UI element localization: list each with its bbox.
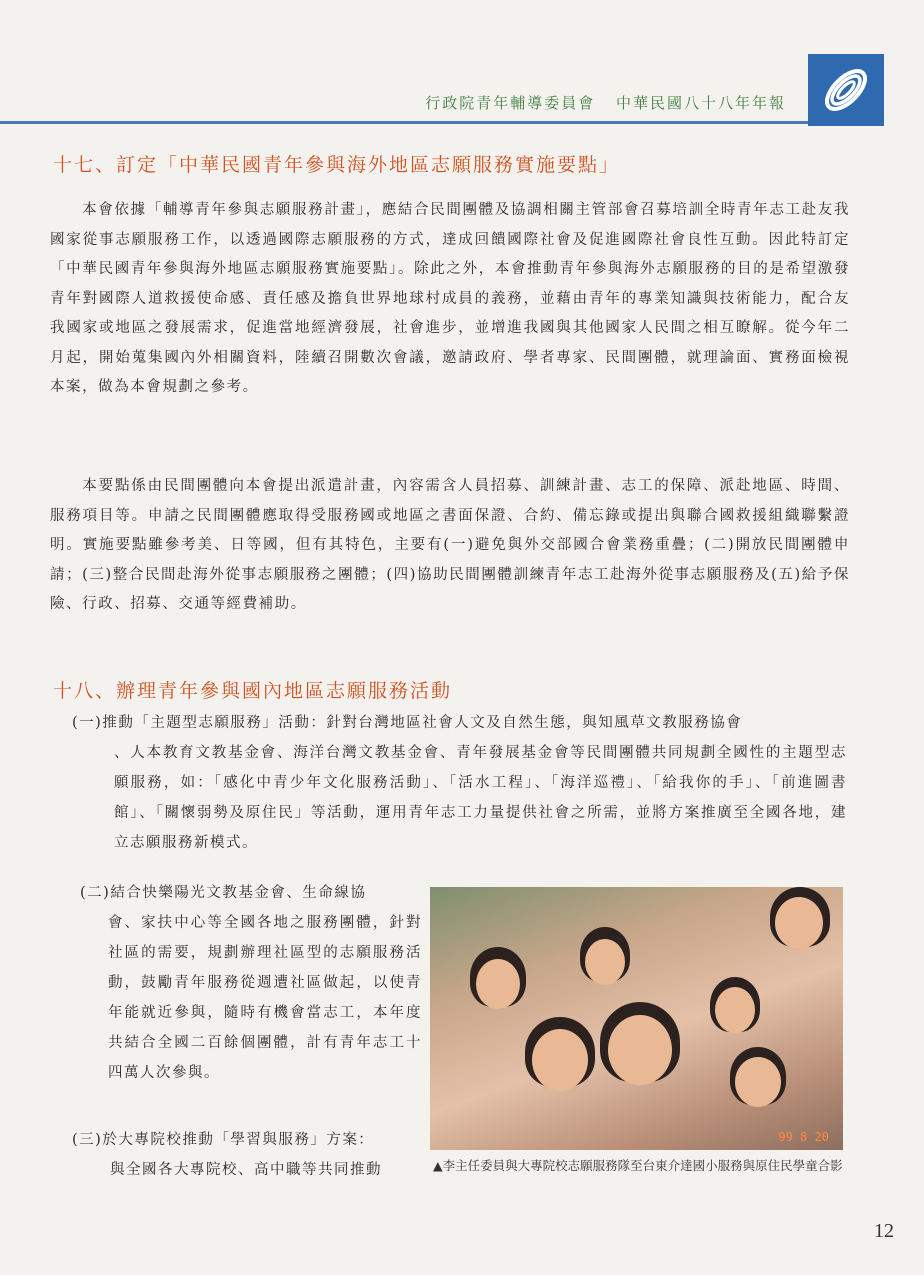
photo-face [775, 897, 823, 949]
logo [808, 54, 884, 126]
photo-date-stamp: 99 8 20 [778, 1130, 829, 1144]
section-18-item-1 [72, 708, 847, 858]
item-1-lead: (一)推動「主題型志願服務」活動：針對台灣地區社會人文及自然生態，與知風草文教服務協會 [72, 715, 743, 731]
page-number: 12 [874, 1220, 894, 1242]
header-report: 中華民國八十八年年報 [615, 94, 786, 112]
section-17-paragraph-1-text: 本會依據「輔導青年參與志願服務計畫」，應結合民間團體及協調相關主管部會召募培訓全時青年志工赴友我國家從事志願服務工作，以透過國際志願服務的方式，達成回饋國際社會及促進國際社會良性互動。因此特訂定「中華民國青年參與海外地區志願服務實施要點」。除此之外，本會推動青年參與海外志願服務的目的是希望激發青年對國際人道救援使命感、責任感及擔負世界地球村成員的義務，並藉由青年的專業知識與技術能力，配合友我國家或地區之發展需求，促進當地經濟發展，社會進步，並增進我國與其他國家人民間之相互瞭解。從今年二月起，開始蒐集國內外相關資料，陸續召開數次會議，邀請政府、學者專家、民間團體，就理論面、實務面檢視本案，做為本會規劃之參考。 [50, 202, 850, 395]
photo-face [715, 987, 755, 1033]
header-organization: 行政院青年輔導委員會 [425, 94, 596, 112]
photo-face [532, 1029, 588, 1091]
section-18-item-2 [80, 878, 422, 1118]
item-2-body: 會、家扶中心等全國各地之服務團體，針對社區的需要，規劃辦理社區型的志願服務活動，鼓勵青年服務從週遭社區做起，以使青年能就近參與，隨時有機會當志工，本年度共結合全國二百餘個團體，計有青年志工十四萬人次參與。 [108, 915, 422, 1081]
section-18-title: 十八、辦理青年參與國內地區志願服務活動 [53, 680, 453, 702]
item-3-body: 與全國各大專院校、高中職等共同推動 [110, 1162, 382, 1178]
group-photo [430, 887, 843, 1150]
photo-caption: ▲李主任委員與大專院校志願服務隊至台東介達國小服務與原住民學童合影 [433, 1158, 843, 1173]
photo-face [735, 1057, 781, 1107]
item-2-lead: (二)結合快樂陽光文教基金會、生命線協 [80, 885, 367, 901]
photo-face [608, 1015, 672, 1085]
section-17-title: 十七、訂定「中華民國青年參與海外地區志願服務實施要點」 [53, 154, 621, 176]
item-1-body: 、人本教育文教基金會、海洋台灣文教基金會、青年發展基金會等民間團體共同規劃全國性的主題型志願服務，如：「感化中青少年文化服務活動」、「活水工程」、「海洋巡禮」、「給我你的手」、「前進圖書館」、「關懷弱勢及原住民」等活動，運用青年志工力量提供社會之所需，並將方案推廣至全國各地，建立志願服務新模式。 [114, 745, 847, 851]
item-3-lead: (三)於大專院校推動「學習與服務」方案： [72, 1132, 375, 1148]
section-18-item-3 [72, 1125, 424, 1185]
section-17-paragraph-2 [50, 472, 850, 622]
running-header [411, 92, 786, 113]
rings-logo-icon [816, 60, 876, 120]
section-17-paragraph-2-text: 本要點係由民間團體向本會提出派遣計畫，內容需含人員招募、訓練計畫、志工的保障、派赴地區、時間、服務項目等。申請之民間團體應取得受服務國或地區之書面保證、合約、備忘錄或提出與聯合國救援組織聯繫證明。實施要點雖參考美、日等國，但有其特色，主要有(一)避免與外交部國合會業務重疊；(二)開放民間團體申請；(三)整合民間赴海外從事志願服務之團體；(四)協助民間團體訓練青年志工赴海外從事志願服務及(五)給予保險、行政、招募、交通等經費補助。 [50, 478, 850, 612]
header-rule [0, 121, 808, 124]
section-17-paragraph-1 [50, 196, 850, 462]
photo-face [585, 939, 625, 985]
photo-face [476, 959, 520, 1009]
